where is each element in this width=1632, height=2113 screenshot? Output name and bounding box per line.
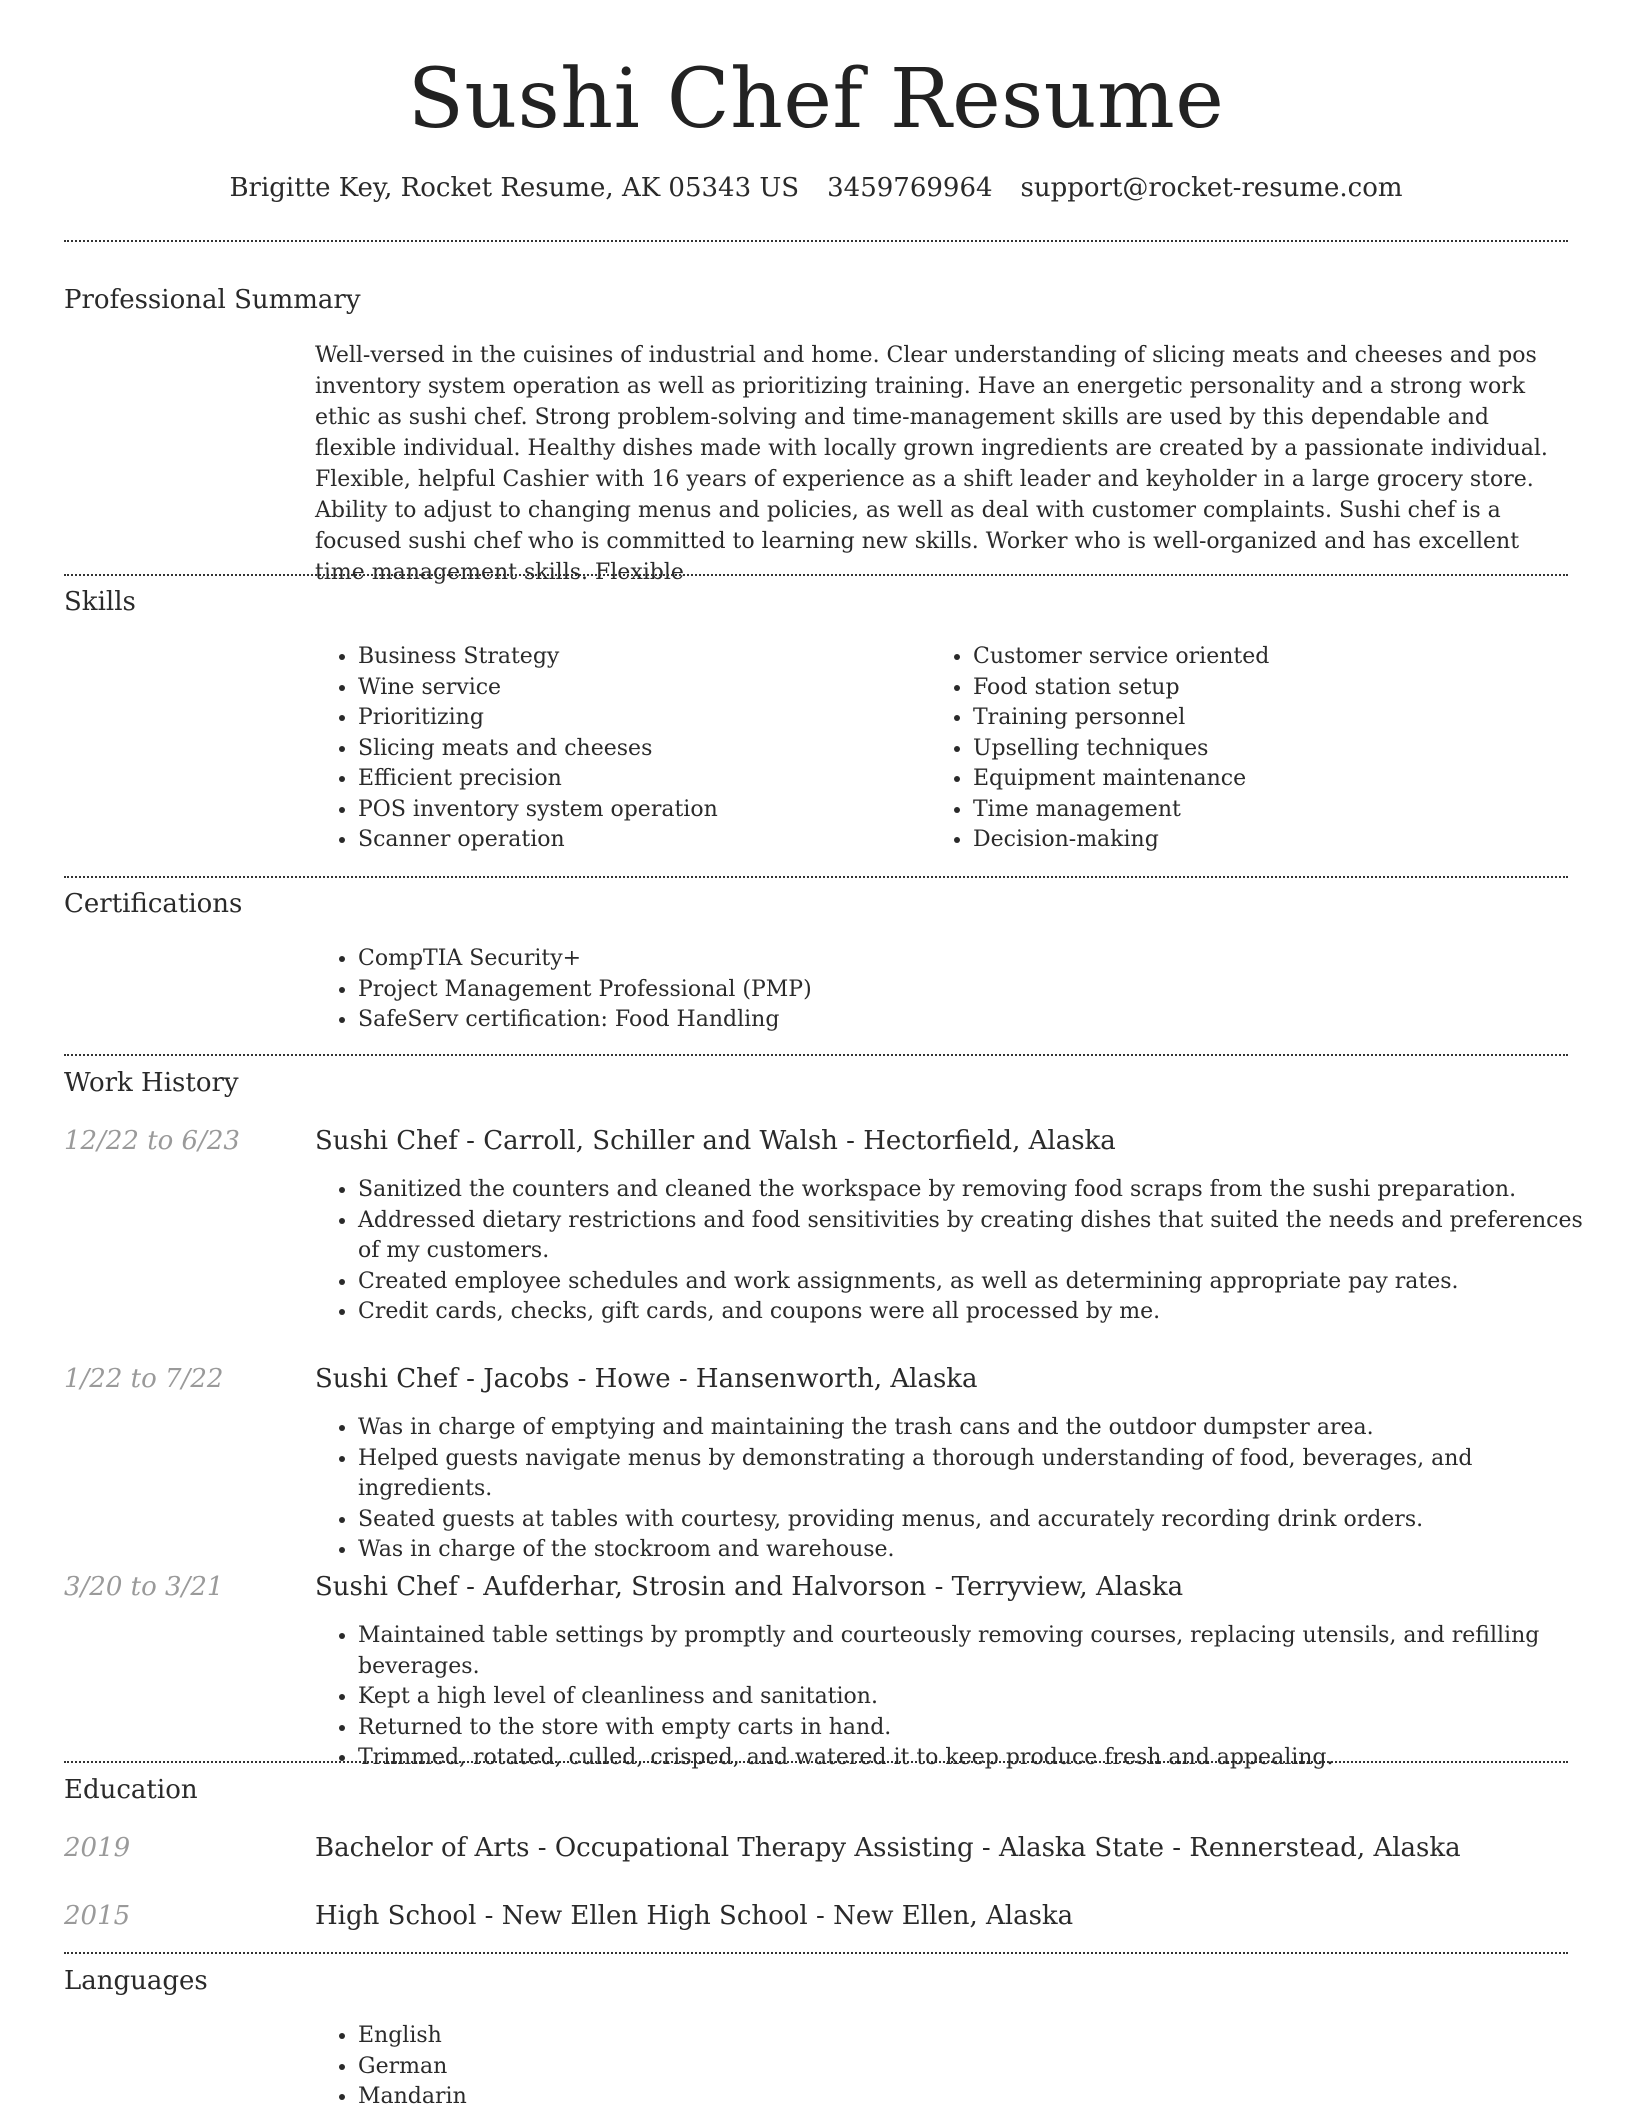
divider — [64, 1952, 1568, 1954]
summary-text: Well-versed in the cuisines of industrial and home. Clear understanding of slicing meats and cheeses and pos inventory system operation as well as prioritizing training. Have an energetic personality and a strong work ethic as sushi chef. Strong problem-solving and time-management skills are used by this dependable and flexible individual. Healthy dishes made with locally grown ingredients are created by a passionate individual. Flexible, helpful Cashier with 16 years of experience as a shift leader and keyholder in a large grocery store. Ability to adjust to changing menus and policies, as well as deal with customer complaints. Sushi chef is a focused sushi chef who is committed to learning new skills. Worker who is well-organized and has excellent time management skills. Flexible — [315, 343, 1548, 585]
skill-item: • Food station setup — [973, 673, 1573, 704]
job-title: Sushi Chef - Carroll, Schiller and Walsh - Hectorfield, Alaska — [315, 1126, 1116, 1156]
job-bullet: • Maintained table settings by promptly and courteously removing courses, replacing utensils, and refilling beverages. — [358, 1621, 1628, 1682]
education-detail: - New Ellen High School - New Ellen, Alaska — [476, 1901, 1074, 1931]
divider — [64, 574, 1568, 576]
divider — [64, 240, 1568, 242]
skill-item: • Time management — [973, 795, 1573, 826]
divider — [64, 1761, 1568, 1763]
job-bullets — [314, 1413, 1608, 1566]
job-bullet: • Trimmed, rotated, culled, crisped, and watered it to keep produce fresh and appealing. — [358, 1743, 1628, 1774]
certifications-heading: Certifications — [64, 889, 243, 919]
languages-heading: Languages — [64, 1966, 208, 1996]
contact-email: support@rocket-resume.com — [1020, 173, 1403, 203]
job-bullet: • Was in charge of the stockroom and warehouse. — [358, 1535, 1608, 1566]
job-dates: 12/22 to 6/23 — [64, 1126, 240, 1156]
job-bullets — [314, 1621, 1628, 1774]
contact-line — [0, 170, 1632, 206]
job-dates: 3/20 to 3/21 — [64, 1572, 224, 1602]
language-item: • Mandarin — [358, 2082, 958, 2113]
job-bullet: • Helped guests navigate menus by demonstrating a thorough understanding of food, beverages, and ingredients. — [358, 1444, 1608, 1505]
job-dates: 1/22 to 7/22 — [64, 1364, 224, 1394]
job-bullet: • Sanitized the counters and cleaned the workspace by removing food scraps from the sushi preparation. — [358, 1175, 1608, 1206]
skills-heading: Skills — [64, 587, 136, 617]
degree: High School — [315, 1901, 477, 1931]
skill-item: • Decision-making — [973, 825, 1573, 856]
skill-item: • Efficient precision — [358, 764, 918, 795]
education-year: 2019 — [64, 1833, 131, 1863]
skills-list-right — [929, 642, 1573, 856]
skill-item: • Scanner operation — [358, 825, 918, 856]
certifications-list — [314, 944, 1558, 1036]
certification-item: • Project Management Professional (PMP) — [358, 975, 1558, 1006]
education-entry — [315, 1830, 1461, 1866]
skill-item: • Equipment maintenance — [973, 764, 1573, 795]
skill-item: • Business Strategy — [358, 642, 918, 673]
job-bullet: • Returned to the store with empty carts in hand. — [358, 1713, 1628, 1744]
education-detail: - Occupational Therapy Assisting - Alaska State - Rennerstead, Alaska — [529, 1833, 1461, 1863]
divider — [64, 1054, 1568, 1056]
degree: Bachelor of Arts — [315, 1833, 530, 1863]
divider — [64, 876, 1568, 878]
education-heading: Education — [64, 1775, 198, 1805]
job-bullet: • Was in charge of emptying and maintaining the trash cans and the outdoor dumpster area. — [358, 1413, 1608, 1444]
contact-phone: 3459769964 — [827, 173, 993, 203]
education-entry — [315, 1898, 1073, 1934]
skill-item: • Upselling techniques — [973, 734, 1573, 765]
job-bullets — [314, 1175, 1608, 1328]
skill-item: • Customer service oriented — [973, 642, 1573, 673]
languages-list — [314, 2021, 958, 2113]
summary-heading: Professional Summary — [64, 285, 361, 315]
job-title: Sushi Chef - Jacobs - Howe - Hansenworth, Alaska — [315, 1364, 978, 1394]
skill-item: • Slicing meats and cheeses — [358, 734, 918, 765]
job-bullet: • Created employee schedules and work assignments, as well as determining appropriate pay rates. — [358, 1267, 1608, 1298]
contact-address: Brigitte Key, Rocket Resume, AK 05343 US — [229, 173, 800, 203]
language-item: • German — [358, 2052, 958, 2083]
skill-item: • POS inventory system operation — [358, 795, 918, 826]
job-title: Sushi Chef - Aufderhar, Strosin and Halvorson - Terryview, Alaska — [315, 1572, 1184, 1602]
job-bullet: • Seated guests at tables with courtesy, providing menus, and accurately recording drink orders. — [358, 1505, 1608, 1536]
education-year: 2015 — [64, 1901, 131, 1931]
skill-item: • Prioritizing — [358, 703, 918, 734]
resume-title: Sushi Chef Resume — [407, 52, 1225, 147]
work-history-heading: Work History — [64, 1068, 239, 1098]
certification-item: • CompTIA Security+ — [358, 944, 1558, 975]
job-bullet: • Kept a high level of cleanliness and sanitation. — [358, 1682, 1628, 1713]
job-bullet: • Addressed dietary restrictions and food sensitivities by creating dishes that suited the needs and preferences of my customers. — [358, 1206, 1608, 1267]
certification-item: • SafeServ certification: Food Handling — [358, 1005, 1558, 1036]
language-item: • English — [358, 2021, 958, 2052]
skill-item: • Wine service — [358, 673, 918, 704]
skill-item: • Training personnel — [973, 703, 1573, 734]
skills-list-left — [314, 642, 918, 856]
job-bullet: • Credit cards, checks, gift cards, and coupons were all processed by me. — [358, 1297, 1608, 1328]
